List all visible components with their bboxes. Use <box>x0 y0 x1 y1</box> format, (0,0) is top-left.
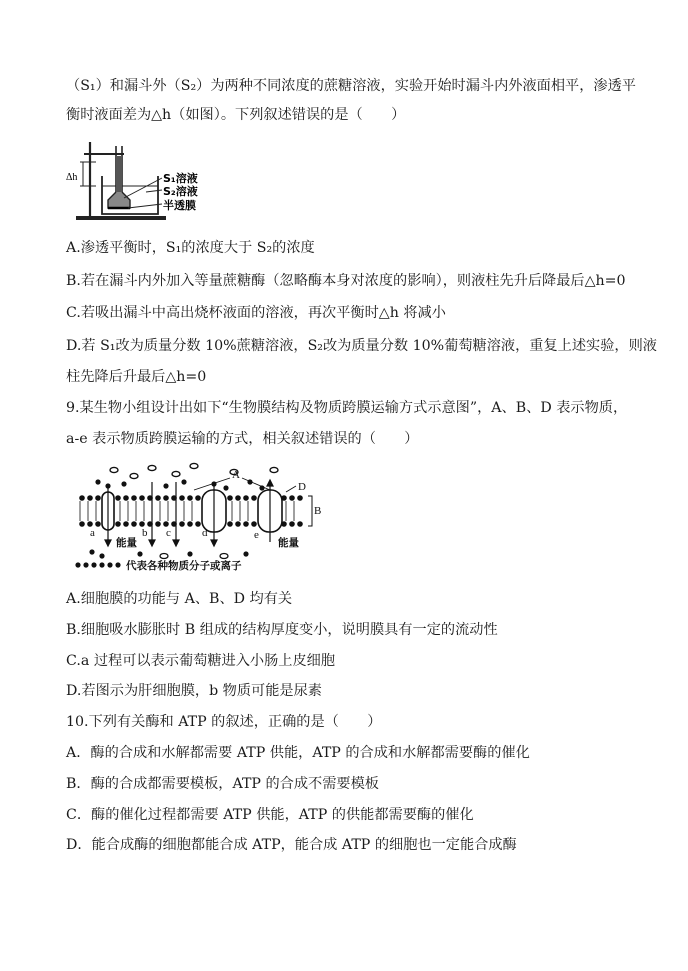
s1-solution-label: S₁溶液 <box>163 172 198 185</box>
q9-option-b: B.细胞吸水膨胀时 B 组成的结构厚度变小，说明膜具有一定的流动性 <box>66 622 498 638</box>
q8-option-d-line-1: D.若 S₁改为质量分数 10%蔗糖溶液，S₂改为质量分数 10%葡萄糖溶液，重复上述实验，则液 <box>66 338 657 354</box>
q9-option-d: D.若图示为肝细胞膜，b 物质可能是尿素 <box>66 683 322 699</box>
q10-stem: 10.下列有关酶和 ATP 的叙述，正确的是（ ） <box>66 714 382 730</box>
q9-option-a: A.细胞膜的功能与 A、B、D 均有关 <box>66 591 293 607</box>
q8-stem-line-1: （S₁）和漏斗外（S₂）为两种不同浓度的蔗糖溶液，实验开始时漏斗内外液面相平，渗透平 <box>66 78 636 94</box>
label-b-lower: b <box>142 527 148 539</box>
s2-solution-label: S₂溶液 <box>163 185 198 198</box>
label-d-upper: D <box>298 481 306 493</box>
q9-stem-line-1: 9.某生物小组设计出如下“生物膜结构及物质跨膜运输方式示意图”，A、B、D 表示物质， <box>66 400 628 416</box>
legend-text: 代表各种物质分子或离子 <box>126 560 242 572</box>
label-b-upper: B <box>314 505 322 517</box>
label-c-lower: c <box>166 527 171 539</box>
q8-option-b: B.若在漏斗内外加入等量蔗糖酶（忽略酶本身对浓度的影响），则液柱先升后降最后△h=0 <box>66 273 626 289</box>
q10-option-a: A．酶的合成和水解都需要 ATP 供能，ATP 的合成和水解都需要酶的催化 <box>66 745 530 761</box>
q10-option-d: D．能合成酶的细胞都能合成 ATP，能合成 ATP 的细胞也一定能合成酶 <box>66 837 517 853</box>
q8-option-a: A.渗透平衡时，S₁的浓度大于 S₂的浓度 <box>66 240 315 256</box>
q8-stem-line-2: 衡时液面差为△h（如图）。下列叙述错误的是（ ） <box>66 107 406 123</box>
osmosis-apparatus-figure <box>66 142 216 222</box>
semipermeable-membrane-label: 半透膜 <box>163 199 196 212</box>
q8-option-c: C.若吸出漏斗中高出烧杯液面的溶液，再次平衡时△h 将减小 <box>66 305 446 321</box>
q9-option-c: C.a 过程可以表示葡萄糖进入小肠上皮细胞 <box>66 653 336 669</box>
q8-option-d-line-2: 柱先降后升最后△h=0 <box>66 369 207 385</box>
label-a-upper: A <box>232 469 240 481</box>
energy-label-left: 能量 <box>116 537 137 549</box>
delta-h-label: Δh <box>66 172 78 183</box>
q9-stem-line-2: a-e 表示物质跨膜运输的方式，相关叙述错误的（ ） <box>66 431 419 447</box>
q10-option-c: C．酶的催化过程都需要 ATP 供能，ATP 的供能都需要酶的催化 <box>66 807 474 823</box>
label-a-lower: a <box>90 527 95 539</box>
label-e-lower: e <box>254 529 259 541</box>
energy-label-right: 能量 <box>278 537 299 549</box>
membrane-transport-figure <box>74 462 334 572</box>
label-d-lower: d <box>202 527 208 539</box>
q10-option-b: B．酶的合成都需要模板，ATP 的合成不需要模板 <box>66 776 379 792</box>
